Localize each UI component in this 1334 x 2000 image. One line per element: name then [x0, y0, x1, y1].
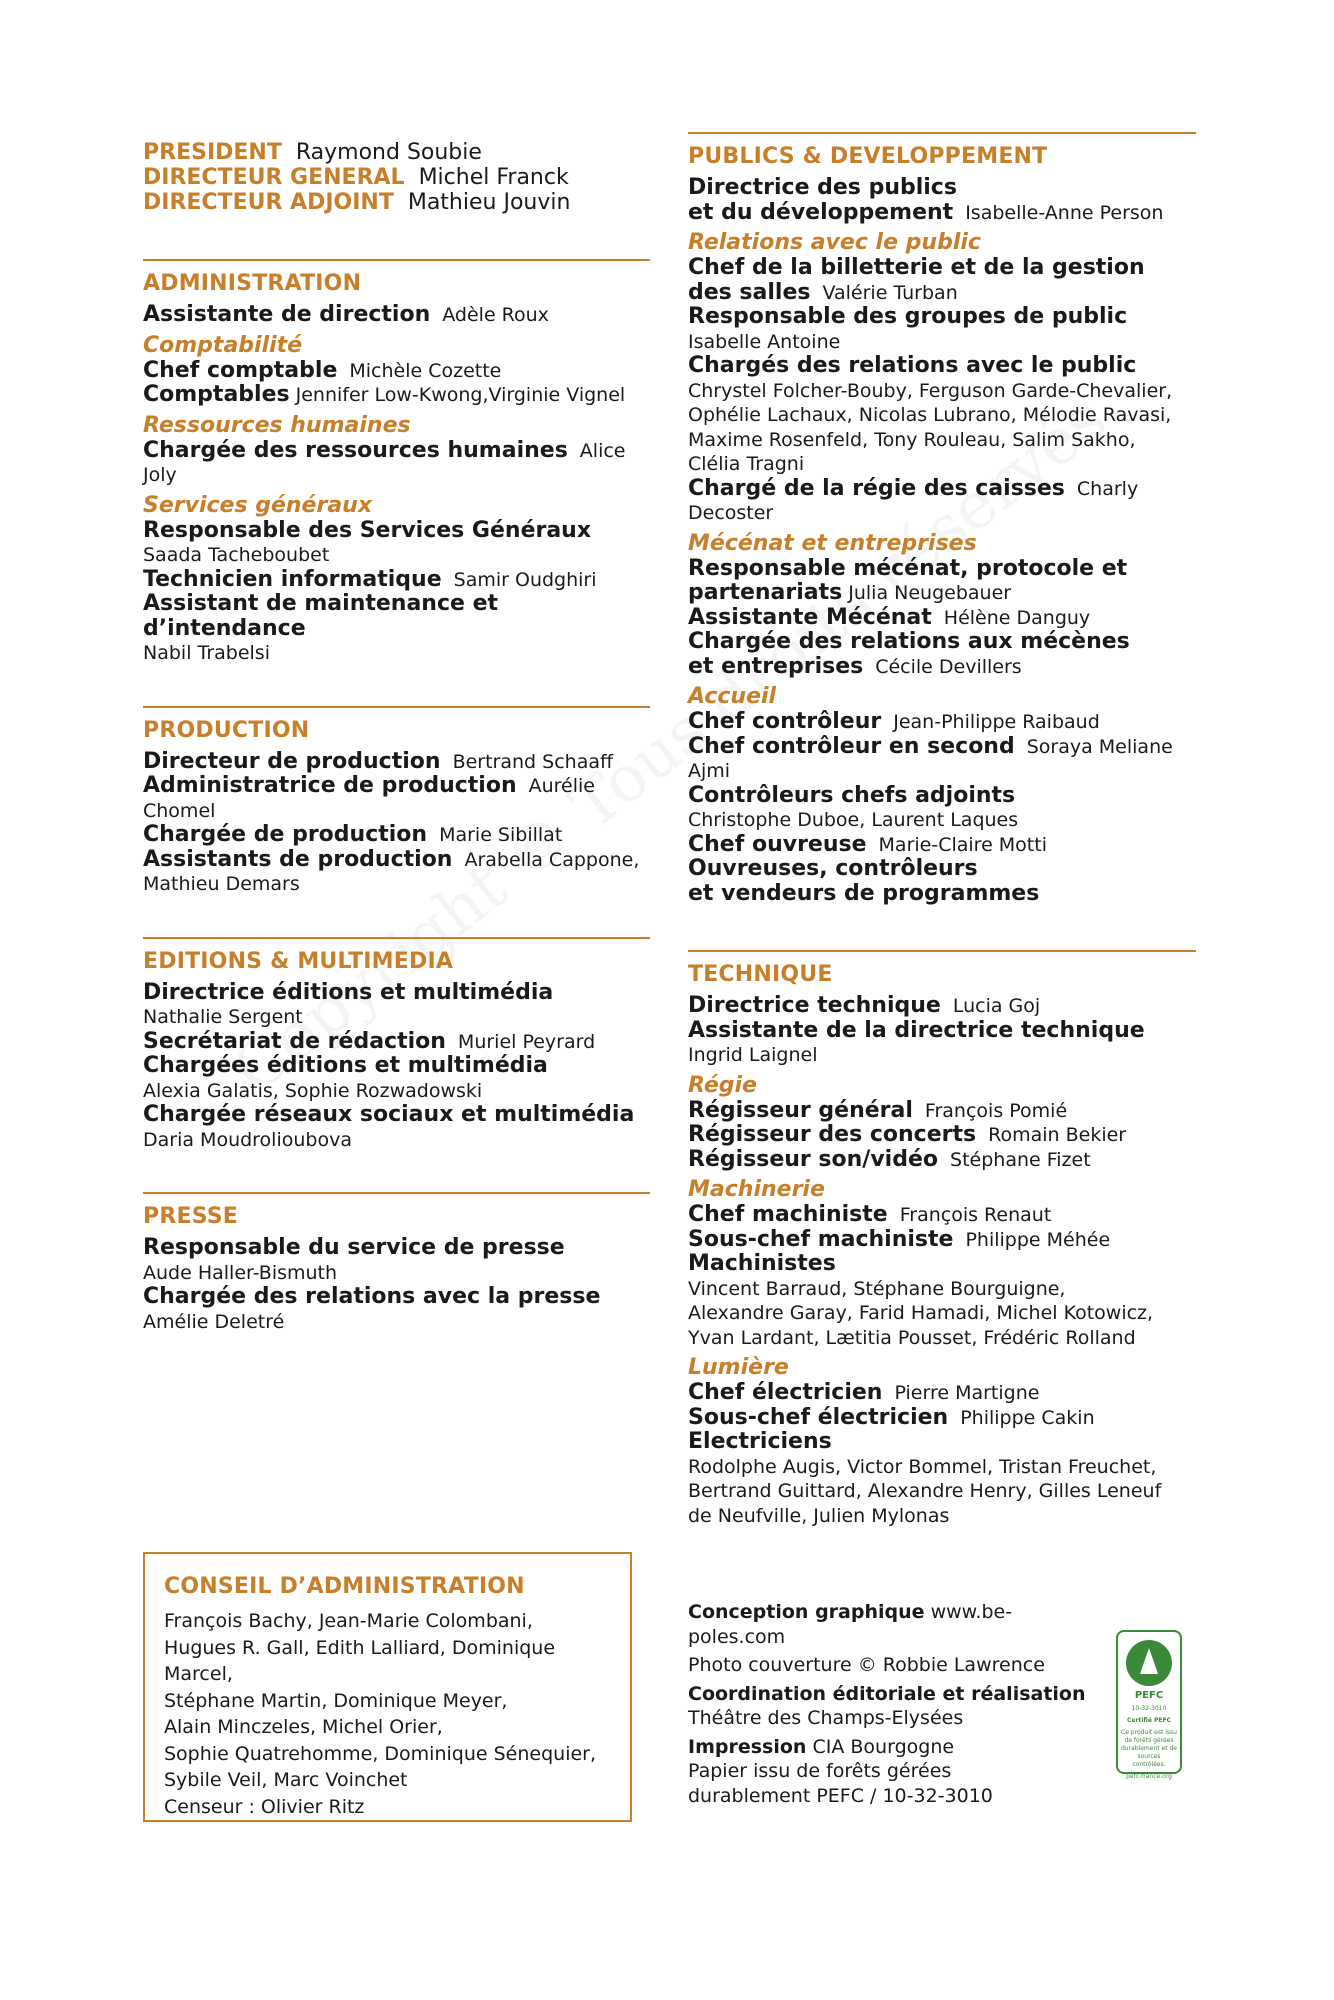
credit-value: Théâtre des Champs-Elysées [688, 1707, 964, 1729]
person-name: Adèle Roux [442, 304, 549, 326]
section-publics [688, 132, 1196, 906]
credit-label: Impression [688, 1735, 807, 1758]
leader-name: Raymond Soubie [295, 140, 482, 165]
job-title: Chef électricien [688, 1380, 883, 1405]
section-divider [688, 132, 1196, 134]
leadership-block [143, 140, 650, 215]
job-title: Responsable du service de presse [143, 1235, 565, 1260]
person-name: Bertrand Guittard, Alexandre Henry, Gilles Leneuf [688, 1480, 1162, 1502]
person-name: Isabelle-Anne Person [965, 201, 1164, 224]
person-name: Hélène Danguy [943, 606, 1091, 629]
leader-role: DIRECTEUR GENERAL [143, 165, 405, 190]
job-title: et du développement [688, 199, 954, 225]
subsection-title: Régie [688, 1072, 757, 1098]
credits-block [688, 1600, 1108, 1808]
subsection-title: Accueil [688, 684, 777, 709]
job-title: Régisseur des concerts [688, 1122, 977, 1147]
job-title: Responsable mécénat, protocole et [688, 555, 1128, 581]
job-title: Technicien informatique [143, 566, 442, 592]
person-name: Bertrand Schaaff [452, 750, 614, 773]
section-title: PUBLICS & DEVELOPPEMENT [688, 144, 1048, 169]
subsection-title: Services généraux [143, 492, 373, 518]
credit-label: Coordination éditoriale et réalisation [688, 1682, 1086, 1705]
person-name: Pierre Martigne [894, 1382, 1040, 1404]
section-title: TECHNIQUE [688, 962, 833, 987]
board-member-line: Censeur : Olivier Ritz [164, 1795, 365, 1818]
credit-value: CIA Bourgogne [812, 1735, 955, 1758]
board-member-line: Hugues R. Gall, Edith Lalliard, Dominique Marcel, [164, 1636, 556, 1685]
person-name: Marie Sibillat [439, 824, 563, 846]
section-divider [688, 950, 1196, 952]
person-name: Maxime Rosenfeld, Tony Rouleau, Salim Sakho, [688, 428, 1136, 451]
job-title: Chef comptable [143, 357, 338, 383]
job-title: Chargé de la régie des caisses [688, 475, 1065, 501]
pefc-code: 10-32-3010 [1131, 1705, 1167, 1712]
subsection-title: Ressources humaines [143, 412, 411, 438]
section-presse [143, 1192, 650, 1334]
job-title: Chef ouvreuse [688, 831, 867, 857]
section-divider [143, 706, 650, 708]
job-title: Directrice des publics [688, 175, 957, 200]
right-column [688, 132, 1196, 1528]
person-name: Alice Joly [143, 439, 626, 486]
job-title: Responsable des Services Généraux [143, 517, 592, 543]
person-name: Daria Moudrolioubova [143, 1128, 352, 1151]
subsection-title: Machinerie [688, 1177, 825, 1202]
job-title: Secrétariat de rédaction [143, 1028, 446, 1054]
board-member-line: Stéphane Martin, Dominique Meyer, [164, 1689, 508, 1712]
person-name: Ophélie Lachaux, Nicolas Lubrano, Mélodie Ravasi, [688, 404, 1172, 426]
section-technique [688, 950, 1196, 1528]
person-name: Aurélie Chomel [143, 775, 595, 822]
section-title: CONSEIL D’ADMINISTRATION [164, 1574, 525, 1599]
job-title: partenariats [688, 580, 843, 605]
job-title: Chef contrôleur en second [688, 733, 1015, 759]
person-name: Saada Tacheboubet [143, 544, 330, 566]
person-name: de Neufville, Julien Mylonas [688, 1504, 950, 1527]
job-title: Chargée de production [143, 822, 428, 847]
person-name: Muriel Peyrard [457, 1030, 596, 1053]
subsection-title: Lumière [688, 1355, 789, 1380]
section-administration [143, 259, 650, 666]
job-title: Chef de la billetterie et de la gestion [688, 255, 1145, 280]
person-name: Cécile Devillers [875, 655, 1022, 678]
leader-name: Michel Franck [418, 165, 569, 190]
pefc-desc: Ce produit est issu de forêts gérées durablement et de sources contrôlées. [1121, 1729, 1177, 1768]
pefc-cert: Certifié PEFC [1127, 1717, 1171, 1724]
board-member-line: Alain Minczeles, Michel Orier, [164, 1716, 443, 1738]
job-title: Electriciens [688, 1429, 832, 1454]
job-title: Régisseur général [688, 1097, 913, 1123]
person-name: Yvan Lardant, Lætitia Pousset, Frédéric Rolland [688, 1326, 1136, 1349]
person-name: Valérie Turban [822, 281, 958, 304]
person-name: Philippe Cakin [960, 1406, 1095, 1429]
person-name: Vincent Barraud, Stéphane Bourguigne, [688, 1277, 1066, 1300]
person-name: Alexandre Garay, Farid Hamadi, Michel Kotowicz, [688, 1302, 1154, 1324]
pefc-name: PEFC [1134, 1690, 1164, 1701]
person-name: Christophe Duboe, Laurent Laques [688, 809, 1019, 831]
board-of-directors-box [143, 1552, 632, 1822]
job-title: Ouvreuses, contrôleurs [688, 856, 978, 881]
job-title: Comptables [143, 382, 290, 407]
pefc-logo [1116, 1630, 1182, 1780]
person-name: Soraya Meliane Ajmi [688, 735, 1173, 782]
job-title: Chargée des relations avec la presse [143, 1284, 601, 1309]
person-name: Mathieu Demars [143, 873, 300, 895]
paper-note: durablement PEFC / 10-32-3010 [688, 1784, 993, 1807]
person-name: Julia Neugebauer [848, 582, 1012, 604]
person-name: Nabil Trabelsi [143, 642, 270, 664]
section-divider [143, 937, 650, 939]
person-name: Marie-Claire Motti [878, 833, 1047, 856]
job-title: Assistant de maintenance et d’intendance [143, 591, 499, 641]
job-title: Responsable des groupes de public [688, 304, 1128, 329]
person-name: Romain Bekier [988, 1124, 1127, 1146]
left-column [143, 140, 650, 1334]
job-title: Contrôleurs chefs adjoints [688, 782, 1016, 808]
section-production [143, 706, 650, 897]
leader-role: DIRECTEUR ADJOINT [143, 190, 394, 215]
job-title: Chef contrôleur [688, 709, 882, 734]
section-divider [143, 259, 650, 261]
person-name: Charly Decoster [688, 477, 1139, 524]
section-title: ADMINISTRATION [143, 271, 362, 296]
credit-value: www.be-poles.com [688, 1601, 1013, 1648]
person-name: Clélia Tragni [688, 453, 805, 475]
person-name: Jennifer Low-Kwong,Virginie Vignel [295, 384, 626, 406]
job-title: Assistante de la directrice technique [688, 1017, 1145, 1043]
job-title: Chargées éditions et multimédia [143, 1053, 548, 1078]
person-name: François Renaut [899, 1204, 1052, 1226]
section-editions [143, 937, 650, 1153]
job-title: des salles [688, 279, 811, 305]
job-title: et vendeurs de programmes [688, 880, 1040, 906]
person-name: Chrystel Folcher-Bouby, Ferguson Garde-Chevalier, [688, 379, 1173, 402]
board-member-line: François Bachy, Jean-Marie Colombani, [164, 1610, 533, 1632]
person-name: Philippe Méhée [965, 1228, 1111, 1251]
pefc-tree-icon [1126, 1640, 1172, 1686]
person-name: Jean-Philippe Raibaud [893, 711, 1100, 733]
job-title: Administratrice de production [143, 773, 517, 798]
job-title: Machinistes [688, 1251, 836, 1276]
job-title: Assistante de direction [143, 302, 431, 327]
person-name: Lucia Goj [952, 995, 1041, 1017]
job-title: Chargée des relations aux mécènes [688, 629, 1130, 654]
subsection-title: Mécénat et entreprises [688, 530, 977, 556]
paper-note: Papier issu de forêts gérées [688, 1760, 952, 1782]
job-title: Assistante Mécénat [688, 604, 932, 630]
photo-credit: Photo couverture © Robbie Lawrence [688, 1654, 1045, 1676]
section-title: PRESSE [143, 1204, 239, 1229]
job-title: Assistants de production [143, 846, 453, 872]
job-title: Chargée réseaux sociaux et multimédia [143, 1102, 635, 1127]
job-title: Régisseur son/vidéo [688, 1146, 939, 1172]
job-title: Directrice éditions et multimédia [143, 979, 554, 1005]
person-name: Samir Oudghiri [453, 568, 597, 591]
job-title: et entreprises [688, 653, 864, 679]
leader-name: Mathieu Jouvin [407, 190, 571, 215]
subsection-title: Comptabilité [143, 332, 303, 358]
job-title: Sous-chef machiniste [688, 1226, 954, 1252]
credit-label: Conception graphique [688, 1601, 925, 1623]
section-divider [143, 1192, 650, 1194]
person-name: Isabelle Antoine [688, 330, 841, 353]
person-name: Nathalie Sergent [143, 1006, 303, 1028]
pefc-url: pefc-france.org [1126, 1773, 1172, 1780]
person-name: Ingrid Laignel [688, 1044, 818, 1066]
person-name: Amélie Deletré [143, 1310, 285, 1333]
job-title: Sous-chef électricien [688, 1404, 949, 1430]
board-member-line: Sybile Veil, Marc Voinchet [164, 1769, 408, 1791]
job-title: Chargés des relations avec le public [688, 353, 1137, 378]
section-title: EDITIONS & MULTIMEDIA [143, 948, 454, 974]
job-title: Chef machiniste [688, 1202, 888, 1227]
board-member-line: Sophie Quatrehomme, Dominique Sénequier, [164, 1742, 597, 1765]
leader-role: PRESIDENT [143, 140, 282, 165]
person-name: Rodolphe Augis, Victor Bommel, Tristan Freuchet, [688, 1455, 1157, 1478]
leader-row [143, 190, 650, 215]
person-name: Aude Haller-Bismuth [143, 1261, 338, 1284]
leader-row [143, 140, 650, 165]
person-name: Michèle Cozette [349, 359, 502, 382]
person-name: Stéphane Fizet [950, 1148, 1091, 1171]
job-title: Directeur de production [143, 748, 441, 774]
job-title: Directrice technique [688, 993, 941, 1018]
person-name: François Pomié [924, 1099, 1068, 1122]
job-title: Chargée des ressources humaines [143, 437, 568, 463]
leader-row [143, 165, 650, 190]
person-name: Alexia Galatis, Sophie Rozwadowski [143, 1079, 483, 1102]
section-title: PRODUCTION [143, 717, 310, 743]
subsection-title: Relations avec le public [688, 230, 981, 255]
person-name: Arabella Cappone, [464, 848, 640, 871]
